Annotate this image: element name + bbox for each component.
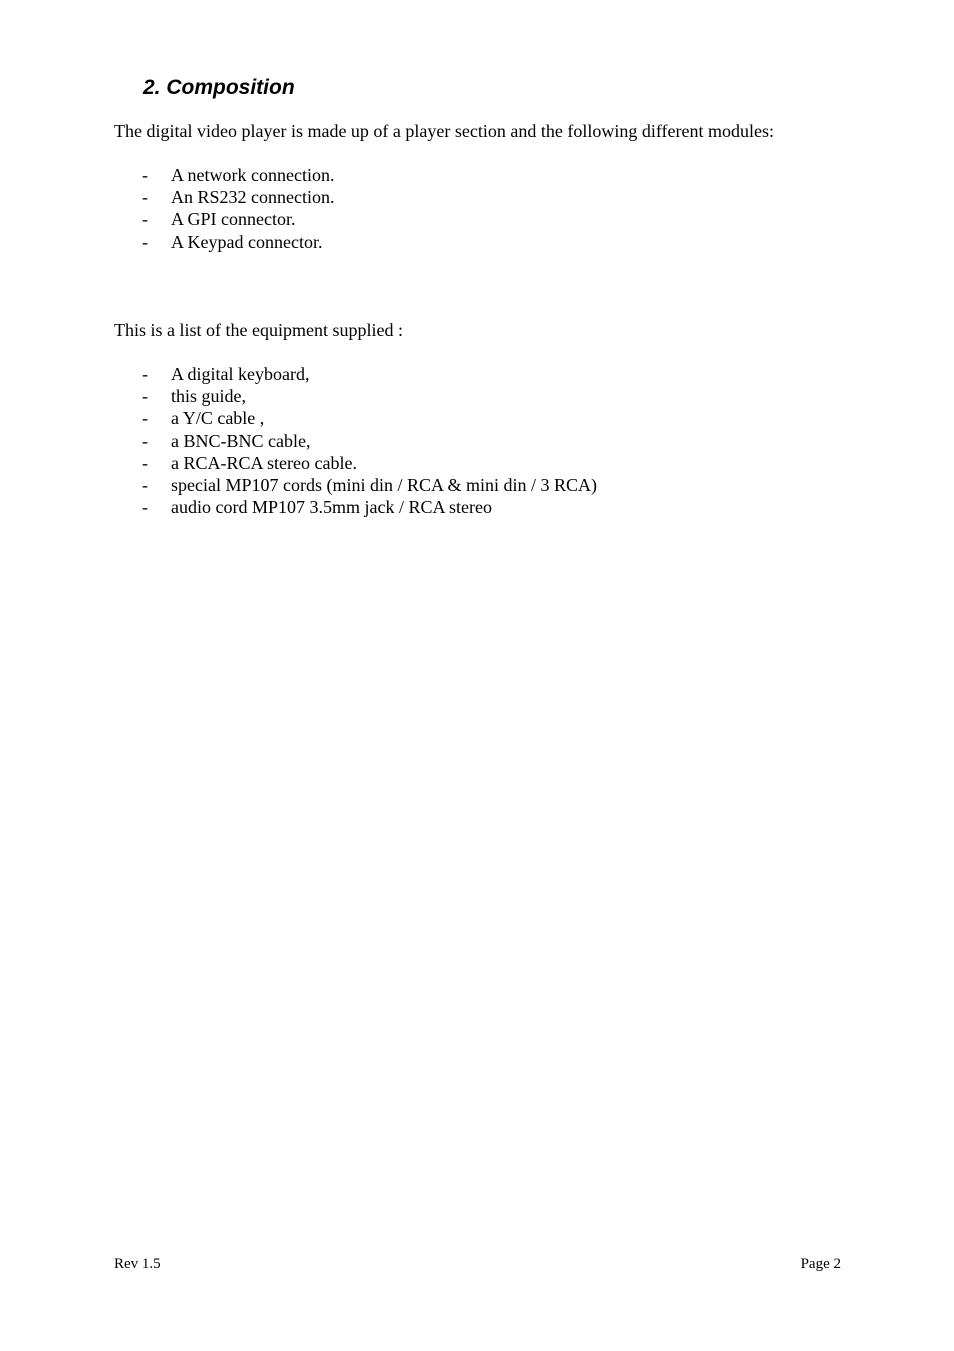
list-bullet: - bbox=[142, 165, 148, 185]
list-bullet: - bbox=[142, 364, 148, 384]
list-bullet: - bbox=[142, 408, 148, 429]
list-bullet: - bbox=[142, 187, 148, 208]
footer-revision: Rev 1.5 bbox=[114, 1256, 161, 1272]
list-item-text: a RCA-RCA stereo cable. bbox=[171, 452, 357, 473]
footer-page-number: Page 2 bbox=[800, 1256, 841, 1272]
section-heading: 2. Composition bbox=[143, 76, 295, 99]
list-item-text: A network connection. bbox=[171, 165, 335, 185]
list-item-text: A GPI connector. bbox=[171, 209, 296, 230]
list-bullet: - bbox=[142, 452, 148, 473]
list-bullet: - bbox=[142, 209, 148, 230]
list-item-text: a BNC-BNC cable, bbox=[171, 430, 311, 451]
list-item-text: A Keypad connector. bbox=[171, 231, 323, 252]
list-item-text: special MP107 cords (mini din / RCA & mini din / 3 RCA) bbox=[171, 474, 598, 495]
equipment-intro-paragraph: This is a list of the equipment supplied : bbox=[114, 320, 403, 340]
list-item-text: a Y/C cable , bbox=[171, 408, 265, 429]
list-bullet: - bbox=[142, 430, 148, 451]
list-bullet: - bbox=[142, 497, 148, 518]
list-item-text: An RS232 connection. bbox=[171, 187, 335, 208]
list-bullet: - bbox=[142, 386, 148, 407]
list-item-text: audio cord MP107 3.5mm jack / RCA stereo bbox=[171, 497, 492, 518]
list-bullet: - bbox=[142, 231, 148, 252]
intro-paragraph: The digital video player is made up of a player section and the following different modules: bbox=[114, 121, 774, 141]
list-item-text: this guide, bbox=[171, 386, 246, 407]
list-item-text: A digital keyboard, bbox=[171, 364, 310, 384]
list-bullet: - bbox=[142, 474, 148, 495]
